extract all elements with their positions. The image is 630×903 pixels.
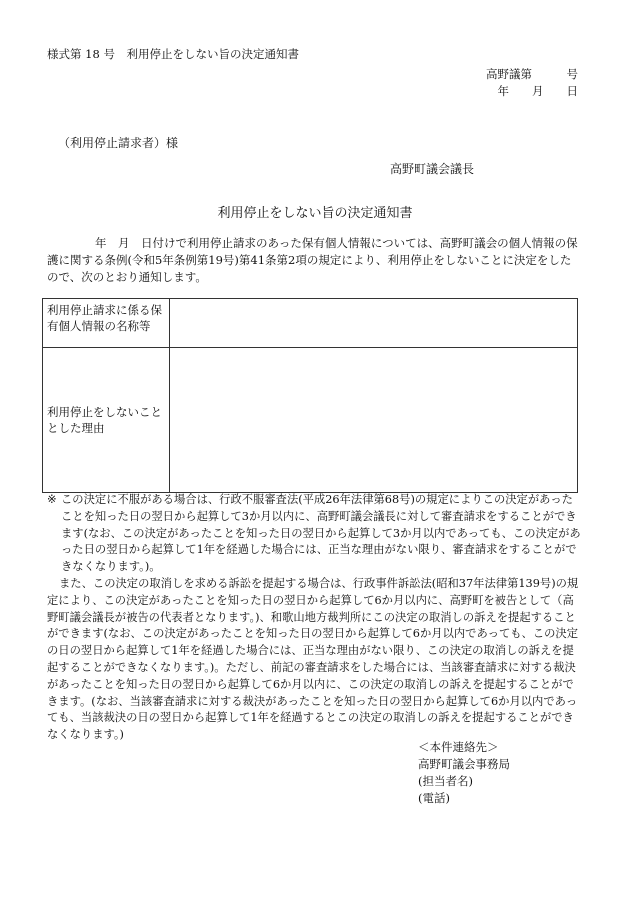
reason-value <box>170 348 578 493</box>
reason-label: 利用停止をしないこととした理由 <box>43 348 170 493</box>
document-title: 利用停止をしない旨の決定通知書 <box>217 206 413 221</box>
contact-heading: ＜本件連絡先＞ <box>418 740 499 754</box>
contact-block <box>418 739 510 807</box>
note-lawsuit: また、この決定の取消しを求める訴訟を提起する場合は、行政事件訴訟法(昭和37年法律第139号)の規定により、この決定があったことを知った日の翌日から起算して6か月以内に、高野町を被告として（高野町議会議長が被告の代表者となります。)、和歌山地方裁判所にこの決定の取消しの訴えを提起することができます(なお、この決定があったことを知った日の翌日から起算して6か月以内であっても、この決定の日の翌日から起算して1年を経過した場合には、正当な理由がない限り、この決定の取消しの訴えを提起することができなくなります。)。ただし、前記の審査請求をした場合には、当該審査請求に対する裁決があったことを知った日の翌日から起算して6か月以内に、この決定の取消しの訴えを提起することができます。(なお、当該審査請求に対する裁決があったことを知った日の翌日から起算して6か月以内であっても、当該裁決の日の翌日から起算して1年を経過するとこの決定の取消しの訴えを提起することができなくなります。) <box>47 576 579 742</box>
info-name-value <box>170 299 578 348</box>
document-number: 高野議第 号 <box>486 67 578 81</box>
body-text: 年 月 日付けで利用停止請求のあった保有個人情報については、高野町議会の個人情報の保護に関する条例(令和5年条例第19号)第41条第2項の規定により、利用停止をしないことに決定をしたので、次のとおり通知します。 <box>47 236 578 284</box>
table-row <box>43 299 578 348</box>
notes <box>47 492 584 744</box>
form-label: 様式第 18 号 利用停止をしない旨の決定通知書 <box>47 47 299 61</box>
note-mark: ※ <box>47 493 57 506</box>
document-date: 年 月 日 <box>497 84 578 98</box>
note-appeal <box>47 492 584 576</box>
recipient: （利用停止請求者）様 <box>58 136 179 150</box>
contact-person: (担当者名) <box>418 774 473 788</box>
contact-office: 高野町議会事務局 <box>418 757 510 771</box>
note-appeal-text: この決定に不服がある場合は、行政不服審査法(平成26年法律第68号)の規定によりこの決定があったことを知った日の翌日から起算して3か月以内に、高野町議会議長に対して審査請求をすることができます(なお、この決定があったことを知った日の翌日から起算して3か月以内であっても、この決定があった日の翌日から起算して1年を経過した場合には、正当な理由がない限り、審査請求をすることができなくなります。)。 <box>61 493 581 574</box>
info-table <box>42 298 578 493</box>
table-row <box>43 348 578 493</box>
sender: 高野町議会議長 <box>390 162 475 176</box>
contact-phone: (電話) <box>418 791 450 805</box>
info-name-label: 利用停止請求に係る保有個人情報の名称等 <box>43 299 170 348</box>
